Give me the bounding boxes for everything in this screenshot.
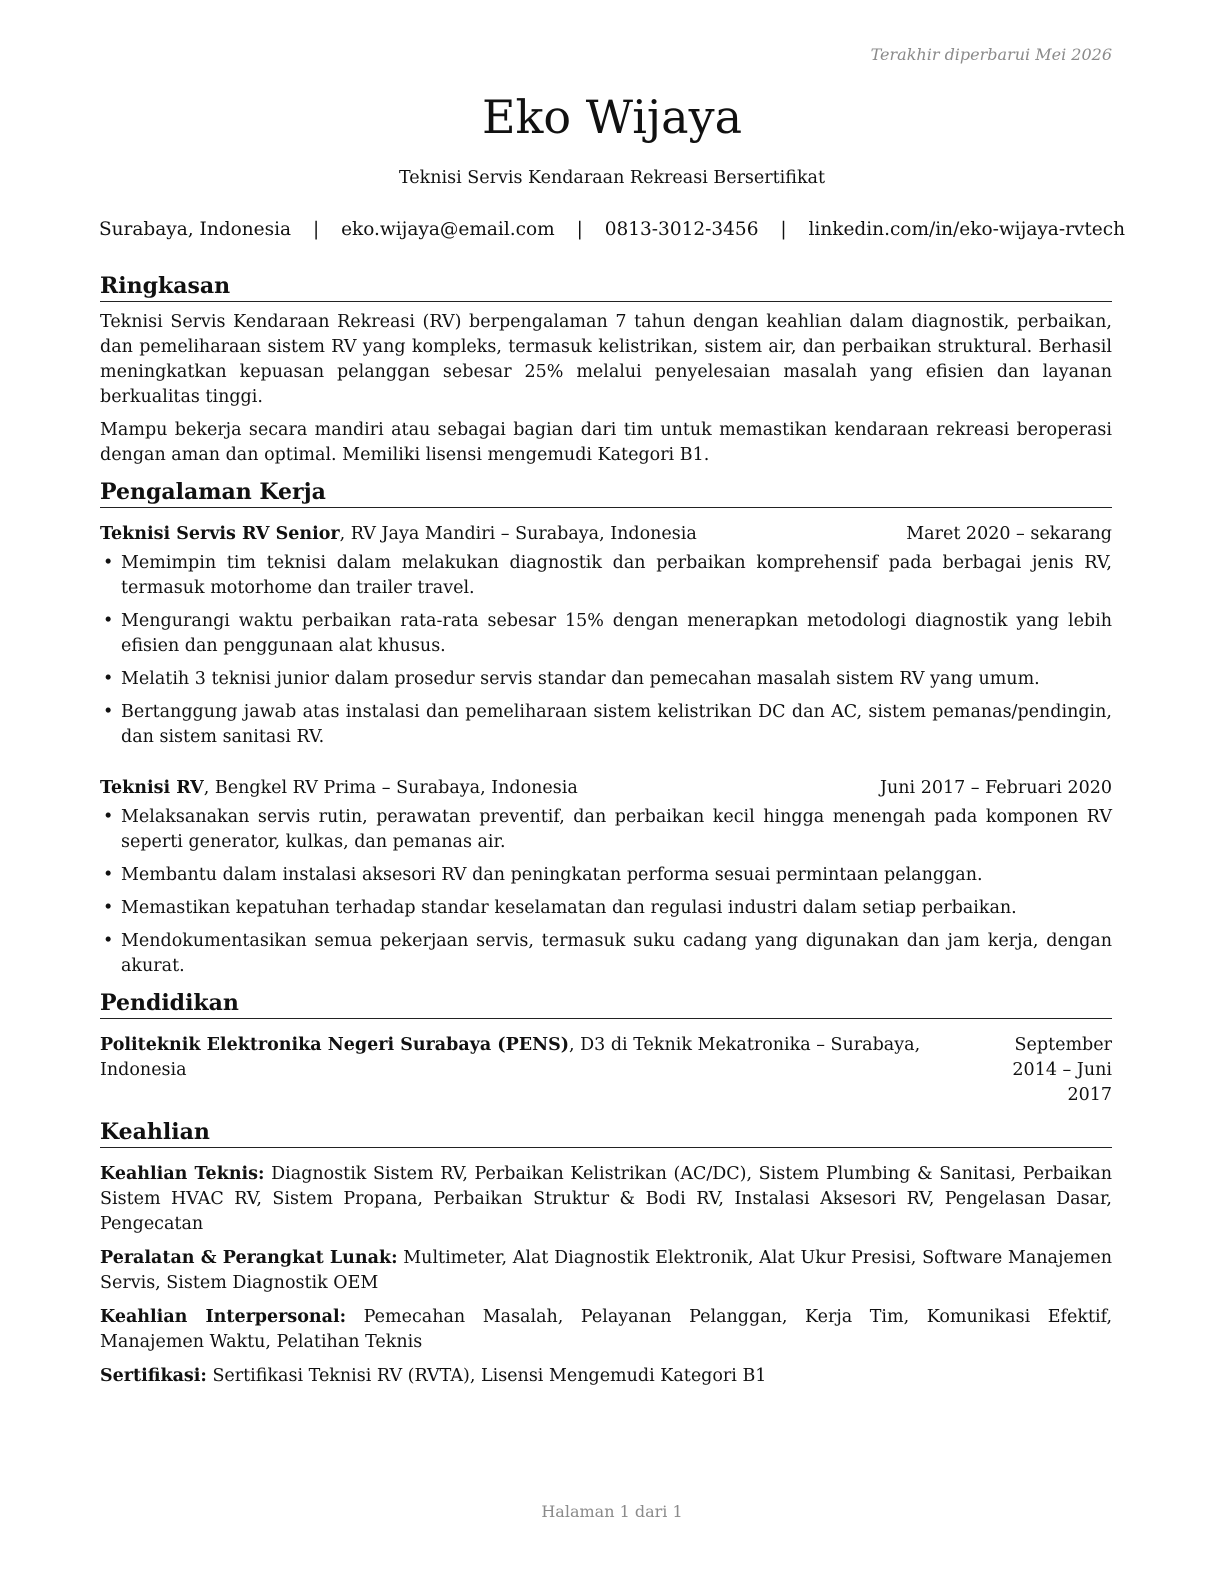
- section-title: Keahlian: [100, 1118, 1112, 1148]
- contact-line: [0, 219, 1224, 240]
- bullet-text: Melaksanakan servis rutin, perawatan preventif, dan perbaikan kecil hingga menengah pada komponen RV seperti generator, kulkas, dan pemanas air.: [121, 807, 1112, 852]
- summary-paragraph: Teknisi Servis Kendaraan Rekreasi (RV) berpengalaman 7 tahun dengan keahlian dalam diagnostik, perbaikan, dan pemeliharaan sistem RV yang kompleks, termasuk kelistrikan, sistem air, dan perbaikan struktural. Berhasil meningkatkan kepuasan pelanggan sebesar 25% melalui penyelesaian masalah yang efisien dan layanan berkualitas tinggi.: [100, 312, 1112, 407]
- contact-separator: |: [780, 219, 787, 240]
- bullet-icon: •: [103, 931, 114, 951]
- job-bullets: [100, 551, 1112, 750]
- skill-label: Peralatan & Perangkat Lunak:: [100, 1248, 398, 1268]
- education-entry: [100, 1033, 1112, 1108]
- experience-section: [100, 478, 1112, 979]
- section-title: Pengalaman Kerja: [100, 478, 1112, 508]
- bullet-icon: •: [103, 898, 114, 918]
- skill-value: Multimeter, Alat Diagnostik Elektronik, Alat Ukur Presisi, Software Manajemen Servis, Sistem Diagnostik OEM: [100, 1248, 1112, 1293]
- education-institution: [100, 1033, 970, 1108]
- job-subtitle: Teknisi Servis Kendaraan Rekreasi Bersertifikat: [398, 168, 826, 188]
- bullet-icon: •: [103, 807, 114, 827]
- bullet-icon: •: [103, 865, 114, 885]
- skill-label: Sertifikasi:: [100, 1366, 207, 1386]
- bullet-icon: •: [103, 669, 114, 689]
- degree-detail: , D3 di Teknik Mekatronika – Surabaya, Indonesia: [100, 1035, 921, 1080]
- education-dates: September 2014 – Juni 2017: [1012, 1035, 1112, 1105]
- job-entry: [100, 776, 1112, 979]
- skill-label: Keahlian Teknis:: [100, 1164, 265, 1184]
- bullet-text: Mengurangi waktu perbaikan rata-rata sebesar 15% dengan menerapkan metodologi diagnostik yang lebih efisien dan penggunaan alat khusus.: [121, 611, 1112, 656]
- job-header: [100, 522, 1112, 547]
- skill-value: Diagnostik Sistem RV, Perbaikan Kelistrikan (AC/DC), Sistem Plumbing & Sanitasi, Perbaikan Sistem HVAC RV, Sistem Propana, Perbaikan Struktur & Bodi RV, Instalasi Aksesori RV, Pengelasan Dasar, Pengecatan: [100, 1164, 1112, 1234]
- contact-phone: 0813-3012-3456: [604, 219, 759, 240]
- list-item: [100, 667, 1112, 692]
- contact-separator: |: [576, 219, 583, 240]
- contact-separator: |: [312, 219, 320, 240]
- contact-linkedin[interactable]: linkedin.com/in/eko-wijaya-rvtech: [808, 219, 1126, 240]
- section-title: Pendidikan: [100, 989, 1112, 1019]
- job-role: Teknisi Servis RV Senior: [100, 524, 340, 544]
- job-bullets: [100, 805, 1112, 979]
- job-position: [100, 776, 578, 801]
- list-item: [100, 863, 1112, 888]
- skill-row: [100, 1305, 1112, 1355]
- bullet-text: Membantu dalam instalasi aksesori RV dan peningkatan performa sesuai permintaan pelanggan.: [121, 865, 983, 885]
- bullet-text: Mendokumentasikan semua pekerjaan servis, termasuk suku cadang yang digunakan dan jam kerja, dengan akurat.: [121, 931, 1112, 976]
- bullet-icon: •: [103, 702, 114, 722]
- bullet-text: Memimpin tim teknisi dalam melakukan diagnostik dan perbaikan komprehensif pada berbagai jenis RV, termasuk motorhome dan trailer travel.: [121, 553, 1112, 598]
- bullet-text: Memastikan kepatuhan terhadap standar keselamatan dan regulasi industri dalam setiap perbaikan.: [121, 898, 1017, 918]
- bullet-icon: •: [103, 611, 114, 631]
- list-item: [100, 700, 1112, 750]
- list-item: [100, 551, 1112, 601]
- job-dates: Maret 2020 – sekarang: [906, 524, 1112, 544]
- skill-row: [100, 1246, 1112, 1296]
- skill-row: [100, 1162, 1112, 1237]
- job-entry: [100, 522, 1112, 750]
- school-name: Politeknik Elektronika Negeri Surabaya (PENS): [100, 1035, 569, 1055]
- list-item: [100, 896, 1112, 921]
- section-title: Ringkasan: [100, 272, 1112, 302]
- bullet-text: Bertanggung jawab atas instalasi dan pemeliharaan sistem kelistrikan DC dan AC, sistem pemanas/pendingin, dan sistem sanitasi RV.: [121, 702, 1112, 747]
- skill-value: Sertifikasi Teknisi RV (RVTA), Lisensi Mengemudi Kategori B1: [206, 1366, 767, 1386]
- job-position: [100, 522, 697, 547]
- job-dates: Juni 2017 – Februari 2020: [879, 778, 1112, 798]
- education-section: [100, 989, 1112, 1108]
- job-company: , RV Jaya Mandiri – Surabaya, Indonesia: [339, 524, 697, 544]
- skill-row: [100, 1364, 1112, 1389]
- list-item: [100, 929, 1112, 979]
- skill-value: Pemecahan Masalah, Pelayanan Pelanggan, Kerja Tim, Komunikasi Efektif, Manajemen Waktu, Pelatihan Teknis: [100, 1307, 1113, 1352]
- job-company: , Bengkel RV Prima – Surabaya, Indonesia: [203, 778, 578, 798]
- last-updated: Terakhir diperbarui Mei 2026: [870, 45, 1112, 64]
- bullet-icon: •: [103, 553, 114, 573]
- candidate-name: Eko Wijaya: [481, 90, 743, 144]
- skill-label: Keahlian Interpersonal:: [100, 1307, 347, 1327]
- job-role: Teknisi RV: [100, 778, 204, 798]
- resume-content: [100, 272, 1112, 1399]
- contact-email[interactable]: eko.wijaya@email.com: [341, 219, 555, 240]
- bullet-text: Melatih 3 teknisi junior dalam prosedur servis standar dan pemecahan masalah sistem RV yang umum.: [121, 669, 1040, 689]
- skills-section: [100, 1118, 1112, 1389]
- list-item: [100, 609, 1112, 659]
- summary-paragraph: Mampu bekerja secara mandiri atau sebagai bagian dari tim untuk memastikan kendaraan rekreasi beroperasi dengan aman dan optimal. Memiliki lisensi mengemudi Kategori B1.: [100, 420, 1112, 465]
- summary-section: [100, 272, 1112, 468]
- contact-location: Surabaya, Indonesia: [98, 219, 292, 240]
- list-item: [100, 805, 1112, 855]
- page-number: Halaman 1 dari 1: [541, 1502, 683, 1521]
- job-header: [100, 776, 1112, 801]
